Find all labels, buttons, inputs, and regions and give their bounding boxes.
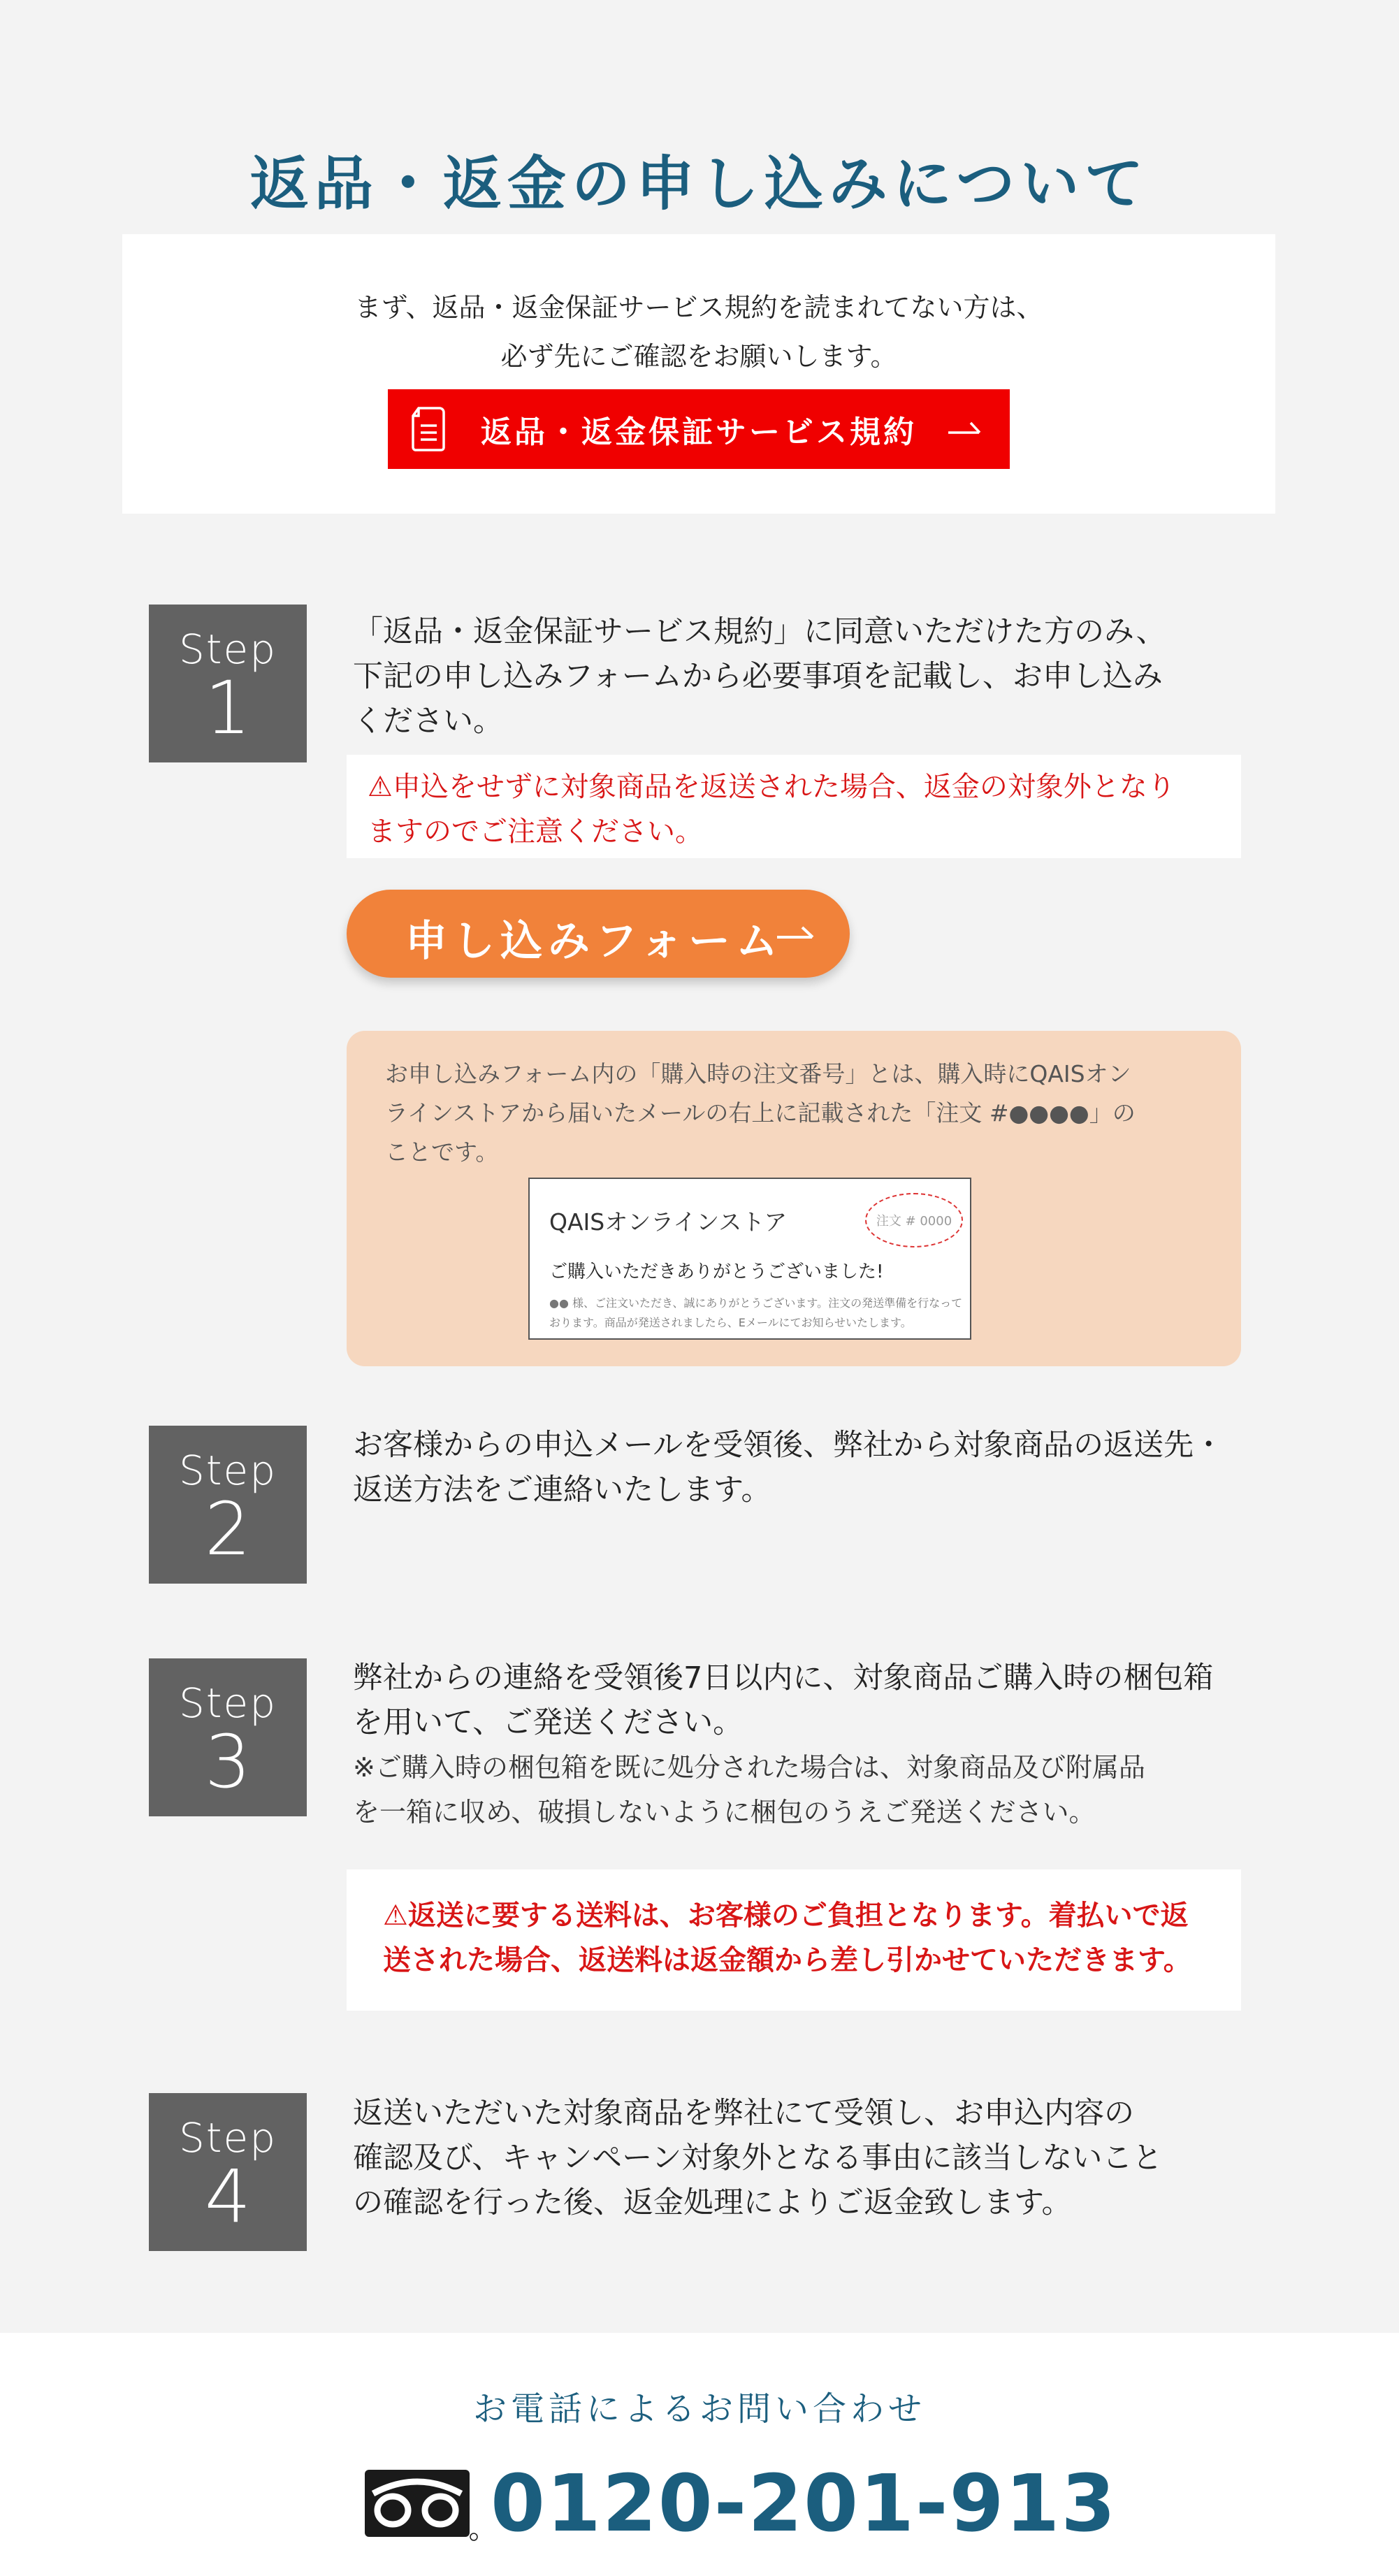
sample-thanks: ご購入いただきありがとうございました! <box>549 1261 884 1282</box>
document-icon <box>409 406 448 452</box>
intro-line: まず、返品・返金保証サービス規約を読まれてない方は、 <box>354 292 1043 323</box>
step-line: 下記の申し込みフォームから必要事項を記載し、お申し込み <box>353 659 1163 694</box>
fine-line: おります。商品が発送されましたら、Eメールにてお知らせいたします。 <box>549 1316 912 1329</box>
step-number: 1 <box>204 665 252 751</box>
step-line: 確認及び、キャンペーン対象外となる事由に該当しないこと <box>353 2141 1163 2176</box>
step-line: 弊社からの連絡を受領後7日以内に、対象商品ご購入時の梱包箱 <box>353 1660 1214 1695</box>
step-number: 2 <box>204 1486 252 1572</box>
step-line: 返送方法をご連絡いたします。 <box>353 1472 771 1507</box>
step-number: 3 <box>204 1719 252 1804</box>
subnote-line: ※ご購入時の梱包箱を既に処分された場合は、対象商品及び附属品 <box>353 1752 1145 1783</box>
footer-title: お電話によるお問い合わせ <box>472 2389 926 2429</box>
email-sample-image <box>528 1178 971 1340</box>
subnote-line: を一箱に収め、破損しないように梱包のうえご発送ください。 <box>353 1797 1096 1828</box>
step-line: お客様からの申込メールを受領後、弊社から対象商品の返送先・ <box>353 1428 1224 1463</box>
freedial-icon <box>365 2466 478 2542</box>
step-1-warning <box>347 755 1241 858</box>
arrow-right-icon <box>776 922 815 946</box>
form-button-label: 申し込みフォーム <box>405 917 783 966</box>
step-4-badge <box>149 2093 307 2251</box>
sample-store-name: QAISオンラインストア <box>549 1208 788 1236</box>
step-3-warning <box>347 1869 1241 2011</box>
intro-text <box>122 283 1275 381</box>
step-number: 4 <box>204 2154 252 2239</box>
intro-line: 必ず先にご確認をお願いします。 <box>500 341 897 372</box>
arrow-right-icon <box>947 416 982 441</box>
note-line: ことです。 <box>385 1138 499 1166</box>
order-number-highlight: 注文 # 0000 <box>865 1193 963 1247</box>
step-line: 返送いただいた対象商品を弊社にて受領し、お申込内容の <box>353 2096 1134 2131</box>
application-form-button[interactable] <box>347 890 850 978</box>
warning-line: ⚠返送に要する送料は、お客様のご負担となります。着払いで返 <box>383 1900 1189 1932</box>
phone-contact-footer <box>0 2333 1399 2576</box>
fine-line: ●● 様、ご注文いただき、誠にありがとうございます。注文の発送準備を行なって <box>549 1296 963 1310</box>
terms-button[interactable] <box>388 389 1010 469</box>
note-text <box>385 1055 1206 1172</box>
warning-line: ますのでご注意ください。 <box>368 816 703 848</box>
warning-line: ⚠申込をせずに対象商品を返送された場合、返金の対象外となり <box>368 771 1175 803</box>
warning-line: 送された場合、返送料は返金額から差し引かせていただきます。 <box>383 1944 1191 1976</box>
note-line: ラインストアから届いたメールの右上に記載された「注文 #●●●●」の <box>385 1099 1136 1127</box>
step-3-text <box>353 1656 1261 1745</box>
step-3-badge <box>149 1658 307 1816</box>
step-label: Step <box>178 625 277 673</box>
step-label: Step <box>178 1447 277 1494</box>
step-4-text <box>353 2091 1261 2225</box>
page-title: 返品・返金の申し込みについて <box>249 150 1150 219</box>
step-1-text <box>353 609 1261 744</box>
step-label: Step <box>178 2114 277 2162</box>
step-label: Step <box>178 1679 277 1727</box>
phone-number[interactable]: 0120-201-913 <box>491 2459 1117 2549</box>
step-line: ください。 <box>353 704 503 739</box>
step-line: 「返品・返金保証サービス規約」に同意いただけた方のみ、 <box>353 614 1166 649</box>
note-line: お申し込みフォーム内の「購入時の注文番号」とは、購入時にQAISオン <box>385 1060 1131 1087</box>
phone-row[interactable] <box>365 2459 1117 2549</box>
sample-fine-text <box>549 1294 969 1333</box>
step-line: を用いて、ご発送ください。 <box>353 1705 744 1740</box>
intro-box <box>122 234 1275 514</box>
step-2-badge <box>149 1426 307 1584</box>
step-2-text <box>353 1423 1261 1512</box>
step-1-badge <box>149 605 307 762</box>
step-3-subnote <box>353 1745 1261 1835</box>
terms-button-label: 返品・返金保証サービス規約 <box>481 414 917 450</box>
order-number-note <box>347 1031 1241 1366</box>
step-line: の確認を行った後、返金処理によりご返金致します。 <box>353 2185 1072 2220</box>
